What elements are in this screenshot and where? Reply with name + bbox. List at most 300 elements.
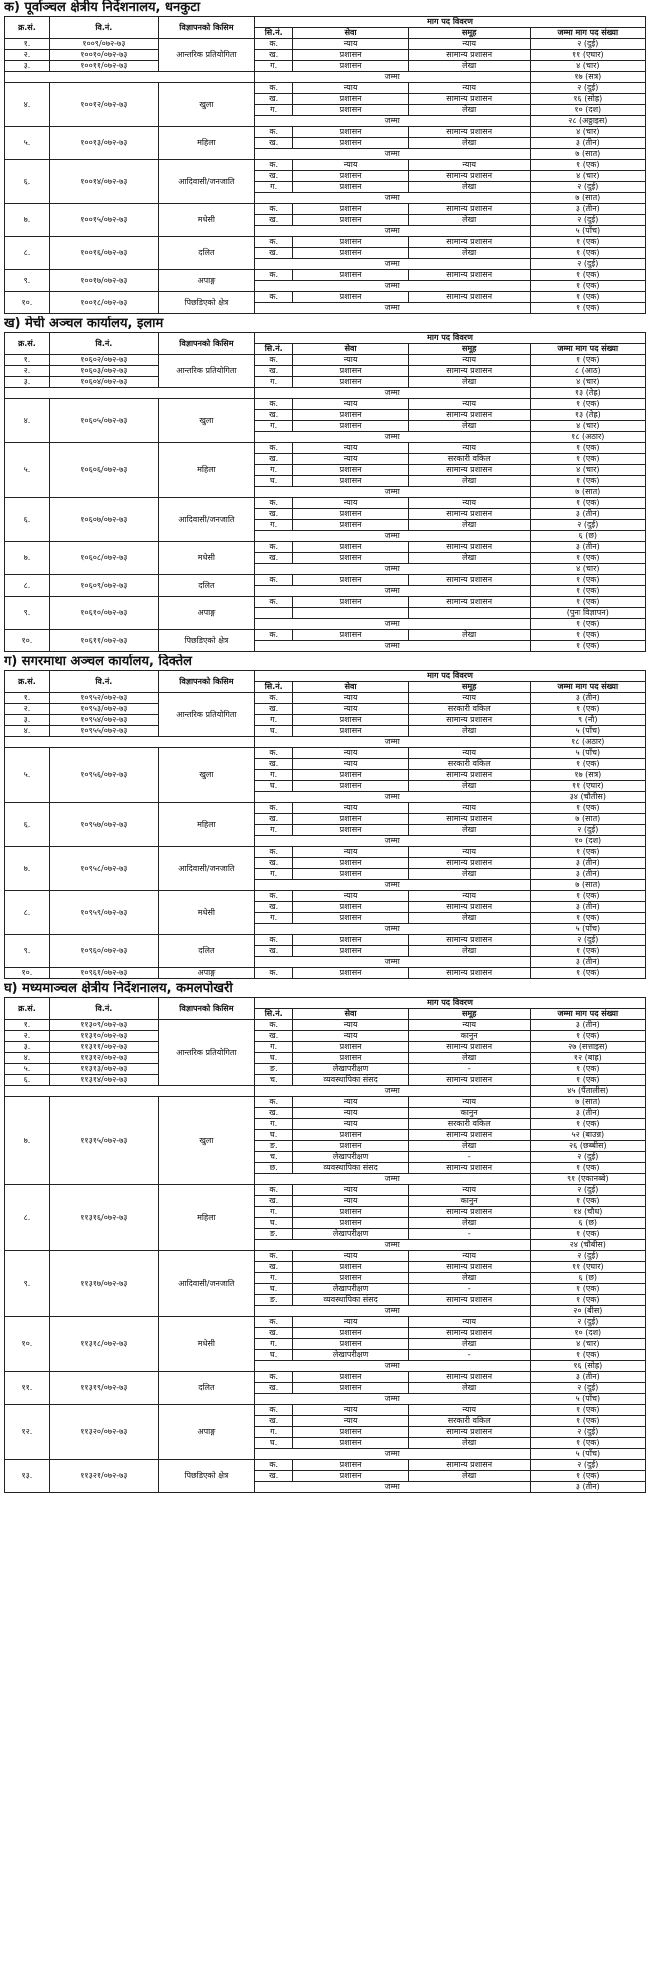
serial-number: २. [5,704,50,715]
post-count: १७ (सत्र) [530,770,645,781]
post-samuha: लेखा [408,421,530,432]
serial-number: १०. [5,630,50,652]
total-value: १६ (सोह्र) [530,1361,645,1372]
total-label: जम्मा [254,487,530,498]
table-row [5,127,646,138]
post-samuha: सामान्य प्रशासन [408,1075,530,1086]
table-row [5,630,646,641]
post-samuha: न्याय [408,1020,530,1031]
post-sino: क. [254,847,292,858]
total-label: जम्मा [254,1086,530,1097]
post-samuha: लेखा [408,520,530,531]
table-row [5,1251,646,1262]
total-label: जम्मा [254,388,530,399]
post-sino: ग. [254,913,292,924]
total-value: २० (बीस) [530,1306,645,1317]
advert-number: १००१५/०७२-७३ [49,204,158,237]
post-samuha: लेखा [408,946,530,957]
table-row [5,160,646,171]
post-samuha: लेखा [408,377,530,388]
advert-number: १०९६१/०७२-७३ [49,968,158,979]
post-samuha: न्याय [408,1405,530,1416]
advert-type: पिछडिएको क्षेत्र [158,292,254,314]
post-samuha: लेखा [408,1383,530,1394]
post-sewa: प्रशासन [293,50,408,61]
advert-type: खुला [158,1097,254,1185]
post-sino: क. [254,630,292,641]
post-samuha: सामान्य प्रशासन [408,575,530,586]
post-sewa [293,608,408,619]
post-count: २ (दुई) [530,83,645,94]
post-sino: ख. [254,553,292,564]
post-count: २ (दुई) [530,1427,645,1438]
post-count: १ (एक) [530,1405,645,1416]
advert-type: आदिवासी/जनजाति [158,847,254,891]
post-sino: ख. [254,410,292,421]
post-count: २६ (छब्बीस) [530,1141,645,1152]
total-label: जम्मा [254,924,530,935]
post-sewa: न्याय [293,1185,408,1196]
post-count: २७ (सत्ताइस) [530,1042,645,1053]
post-samuha: लेखा [408,913,530,924]
table-row [5,542,646,553]
serial-number: १०. [5,1317,50,1372]
header-sewa: सेवा [293,28,408,39]
post-samuha: लेखा [408,1339,530,1350]
post-sewa: न्याय [293,1196,408,1207]
header-vi: वि.नं. [49,671,158,693]
total-value: २८ (अठ्ठाइस) [530,116,645,127]
post-sewa: प्रशासन [293,476,408,487]
header-sino: सि.नं. [254,28,292,39]
post-sewa: न्याय [293,399,408,410]
advert-number: १०९५२/०७२-७३ [49,693,158,704]
table-row [5,1064,646,1075]
advert-number: १०९५८/०७२-७३ [49,847,158,891]
post-samuha: सामान्य प्रशासन [408,1328,530,1339]
post-samuha: लेखा [408,105,530,116]
header-kisim: विज्ञापनको किसिम [158,998,254,1020]
post-count: १ (एक) [530,1416,645,1427]
advert-type: पिछडिएको क्षेत्र [158,630,254,652]
post-samuha: न्याय [408,1317,530,1328]
post-sewa: न्याय [293,704,408,715]
table-row [5,1097,646,1108]
blank-cell [5,388,255,399]
post-samuha: लेखा [408,1273,530,1284]
serial-number: ५. [5,443,50,498]
post-sino: ख. [254,814,292,825]
post-sewa: न्याय [293,498,408,509]
header-sino: सि.नं. [254,344,292,355]
total-label: जम्मा [254,1306,530,1317]
advert-number: १०९५५/०७२-७३ [49,726,158,737]
post-sewa: न्याय [293,847,408,858]
post-count: १६ (सोह्र) [530,94,645,105]
post-count: ३ (तीन) [530,858,645,869]
post-count: २ (दुई) [530,1383,645,1394]
header-sino: सि.नं. [254,682,292,693]
post-sewa: प्रशासन [293,814,408,825]
table-row [5,1031,646,1042]
post-sewa: न्याय [293,355,408,366]
total-label: जम्मा [254,1361,530,1372]
table-row [5,1317,646,1328]
post-count: १ (एक) [530,1196,645,1207]
post-sewa: प्रशासन [293,105,408,116]
post-samuha: कानुन [408,1031,530,1042]
post-sino: घ. [254,781,292,792]
post-sewa: न्याय [293,1097,408,1108]
table-row [5,803,646,814]
post-count: ९ (नौ) [530,715,645,726]
total-label: जम्मा [254,737,530,748]
post-sino: क. [254,270,292,281]
advert-type: खुला [158,399,254,443]
serial-number: १. [5,693,50,704]
post-sewa: प्रशासन [293,726,408,737]
post-sino: ख. [254,858,292,869]
total-value: १ (एक) [530,281,645,292]
serial-number: ४. [5,399,50,443]
post-count: १ (एक) [530,1064,645,1075]
advert-type: पिछडिएको क्षेत्र [158,1460,254,1493]
post-count: ३ (तीन) [530,902,645,913]
post-count: ११ (एघार) [530,1262,645,1273]
post-sino: ख. [254,1108,292,1119]
post-sino: क. [254,1372,292,1383]
serial-number: १. [5,1020,50,1031]
post-sewa: न्याय [293,1031,408,1042]
post-sino: ग. [254,1207,292,1218]
post-sino: ङ. [254,1141,292,1152]
total-label: जम्मा [254,259,530,270]
post-count: २ (दुई) [530,825,645,836]
advert-type: दलित [158,935,254,968]
table-row [5,597,646,608]
header-ks: क्र.सं. [5,17,50,39]
header-jamma-sankhya: जम्मा माग पद संख्या [530,28,645,39]
total-value: ४ (चार) [530,564,645,575]
post-sino: क. [254,237,292,248]
post-sino: क. [254,399,292,410]
post-sino: ङ. [254,1295,292,1306]
post-sino: घ. [254,476,292,487]
total-value: ५ (पाँच) [530,924,645,935]
post-sino: ग. [254,1427,292,1438]
post-sino: ख. [254,215,292,226]
post-samuha: लेखा [408,630,530,641]
total-value: १ (एक) [530,641,645,652]
table-row [5,237,646,248]
advert-type: मधेसी [158,1317,254,1372]
serial-number: ४. [5,726,50,737]
post-count: ६ (छ) [530,1273,645,1284]
post-samuha: सामान्य प्रशासन [408,968,530,979]
post-sino: ख. [254,1262,292,1273]
section-title: ख) मेची अञ्चल कार्यालय, इलाम [4,316,164,331]
serial-number: २. [5,1031,50,1042]
post-count: १ (एक) [530,1229,645,1240]
advert-number: ११३१९/०७२-७३ [49,1372,158,1405]
table-row [5,1053,646,1064]
header-maag: माग पद विवरण [254,671,645,682]
post-sewa: प्रशासन [293,410,408,421]
post-sino [254,608,292,619]
total-label: जम्मा [254,432,530,443]
post-samuha: - [408,1284,530,1295]
post-count: ४ (चार) [530,377,645,388]
post-sino: क. [254,1405,292,1416]
table-row [5,1075,646,1086]
serial-number: ९. [5,597,50,630]
post-samuha: सामान्य प्रशासन [408,814,530,825]
post-count: १ (एक) [530,498,645,509]
post-sewa: लेखापरीक्षण [293,1064,408,1075]
post-sewa: प्रशासन [293,1207,408,1218]
table-row [5,1405,646,1416]
serial-number: ३. [5,61,50,72]
post-sewa: प्रशासन [293,968,408,979]
post-sewa: प्रशासन [293,1042,408,1053]
post-sewa: प्रशासन [293,715,408,726]
blank-cell [5,737,255,748]
post-samuha: न्याय [408,1097,530,1108]
post-sewa: प्रशासन [293,946,408,957]
post-samuha: न्याय [408,443,530,454]
post-count: १ (एक) [530,1163,645,1174]
table-row [5,399,646,410]
post-samuha: सामान्य प्रशासन [408,1262,530,1273]
post-count: १ (एक) [530,1295,645,1306]
post-sino: क. [254,39,292,50]
total-label: जम्मा [254,303,530,314]
post-samuha: सामान्य प्रशासन [408,366,530,377]
post-sino: घ. [254,1218,292,1229]
post-sewa: न्याय [293,39,408,50]
advert-number: १०९५६/०७२-७३ [49,748,158,803]
advert-type: अपाङ्ग [158,270,254,292]
total-value: ३४ (चौतीस) [530,792,645,803]
post-sino: ख. [254,759,292,770]
serial-number: १. [5,355,50,366]
serial-number: २. [5,366,50,377]
table-row [5,935,646,946]
post-sewa: न्याय [293,1251,408,1262]
serial-number: ३. [5,1042,50,1053]
post-sino: क. [254,542,292,553]
post-sewa: प्रशासन [293,1383,408,1394]
post-count: १ (एक) [530,553,645,564]
post-sino: क. [254,292,292,303]
post-count: १० (दश) [530,1328,645,1339]
total-row [5,737,646,748]
post-samuha: न्याय [408,803,530,814]
post-count: ११ (एघार) [530,781,645,792]
post-sino: क. [254,575,292,586]
post-count: १ (एक) [530,399,645,410]
post-sino: घ. [254,1438,292,1449]
serial-number: ८. [5,575,50,597]
post-sino: ख. [254,1471,292,1482]
post-sewa: प्रशासन [293,781,408,792]
total-label: जम्मा [254,72,530,83]
post-count: १ (एक) [530,1031,645,1042]
post-sino: ख. [254,454,292,465]
total-value: १ (एक) [530,586,645,597]
advert-number: ११३१७/०७२-७३ [49,1251,158,1317]
total-label: जम्मा [254,586,530,597]
post-count: १२ (बाह्र) [530,1053,645,1064]
table-row [5,1372,646,1383]
post-sino: ख. [254,248,292,259]
post-sewa: प्रशासन [293,575,408,586]
total-label: जम्मा [254,193,530,204]
post-samuha: सामान्य प्रशासन [408,171,530,182]
post-samuha: लेखा [408,1141,530,1152]
total-value: १८ (अठार) [530,737,645,748]
table-row [5,270,646,281]
post-samuha: सामान्य प्रशासन [408,715,530,726]
post-samuha: सामान्य प्रशासन [408,410,530,421]
advert-type: आदिवासी/जनजाति [158,1251,254,1317]
post-sewa: न्याय [293,1119,408,1130]
post-sewa: प्रशासन [293,1339,408,1350]
post-sewa: प्रशासन [293,509,408,520]
post-count: १ (एक) [530,292,645,303]
header-ks: क्र.सं. [5,671,50,693]
post-count: २ (दुई) [530,1152,645,1163]
post-sewa: प्रशासन [293,542,408,553]
table-row [5,1185,646,1196]
header-samuha: समूह [408,1009,530,1020]
post-samuha: लेखा [408,248,530,259]
post-sino: क. [254,803,292,814]
post-count: ११ (एघार) [530,50,645,61]
post-count: १ (एक) [530,1119,645,1130]
advert-number: १०६०३/०७२-७३ [49,366,158,377]
post-samuha: सामान्य प्रशासन [408,1295,530,1306]
advert-number: १०९५९/०७२-७३ [49,891,158,935]
post-sino: क. [254,968,292,979]
post-count: ३ (तीन) [530,693,645,704]
post-samuha: सरकारी वकिल [408,704,530,715]
post-sino: घ. [254,726,292,737]
post-samuha: लेखा [408,825,530,836]
header-jamma-sankhya: जम्मा माग पद संख्या [530,344,645,355]
total-label: जम्मा [254,226,530,237]
total-row [5,72,646,83]
table-row [5,377,646,388]
post-count: १३ (तेह्र) [530,410,645,421]
table-row [5,726,646,737]
post-samuha: न्याय [408,891,530,902]
vacancy-table [4,332,646,652]
post-samuha: सामान्य प्रशासन [408,1130,530,1141]
post-samuha: सामान्य प्रशासन [408,770,530,781]
table-row [5,847,646,858]
advert-number: १०६०२/०७२-७३ [49,355,158,366]
header-kisim: विज्ञापनको किसिम [158,671,254,693]
header-kisim: विज्ञापनको किसिम [158,17,254,39]
post-count: ८ (आठ) [530,366,645,377]
advert-number: ११३१०/०७२-७३ [49,1031,158,1042]
advert-type: आदिवासी/जनजाति [158,498,254,542]
total-value: ४५ (पैंतालीस) [530,1086,645,1097]
post-count: ५ (पाँच) [530,726,645,737]
post-sino: क. [254,1185,292,1196]
post-sewa: प्रशासन [293,94,408,105]
post-sewa: न्याय [293,160,408,171]
post-sino: ख. [254,94,292,105]
total-row [5,1086,646,1097]
post-sino: ख. [254,1416,292,1427]
post-count: १ (एक) [530,968,645,979]
post-sewa: प्रशासन [293,138,408,149]
serial-number: ९. [5,270,50,292]
post-samuha: लेखा [408,781,530,792]
post-samuha: सरकारी वकिल [408,454,530,465]
total-value: ७ (सात) [530,880,645,891]
blank-cell [5,72,255,83]
post-count: ३ (तीन) [530,509,645,520]
post-count: ३ (तीन) [530,1372,645,1383]
section-title: ग) सगरमाथा अञ्चल कार्यालय, दिक्तेल [4,654,192,669]
post-sewa: प्रशासन [293,1471,408,1482]
post-sewa: न्याय [293,1020,408,1031]
serial-number: १०. [5,292,50,314]
blank-cell [5,1086,255,1097]
post-sino: क. [254,1317,292,1328]
post-sino: ग. [254,61,292,72]
serial-number: ६. [5,498,50,542]
advert-type: आन्तरिक प्रतियोगिता [158,355,254,388]
header-vi: वि.नं. [49,333,158,355]
table-row [5,575,646,586]
table-row [5,61,646,72]
table-row [5,704,646,715]
post-sewa: प्रशासन [293,630,408,641]
header-kisim: विज्ञापनको किसिम [158,333,254,355]
post-samuha: - [408,1229,530,1240]
advert-number: १०६०४/०७२-७३ [49,377,158,388]
post-samuha: न्याय [408,355,530,366]
advert-number: १००१४/०७२-७३ [49,160,158,204]
post-sewa: प्रशासन [293,204,408,215]
post-sino: ग. [254,182,292,193]
post-samuha: सरकारी वकिल [408,1119,530,1130]
header-vi: वि.नं. [49,17,158,39]
post-sino: ग. [254,1042,292,1053]
total-label: जम्मा [254,957,530,968]
total-value: १ (एक) [530,303,645,314]
post-count: १ (एक) [530,803,645,814]
post-sino: ख. [254,366,292,377]
post-sino: ग. [254,520,292,531]
post-sewa: प्रशासन [293,1053,408,1064]
post-sewa: प्रशासन [293,61,408,72]
post-count: ७ (सात) [530,814,645,825]
post-sewa: लेखापरीक्षण [293,1152,408,1163]
post-sewa: प्रशासन [293,1438,408,1449]
post-sino: च. [254,1152,292,1163]
post-samuha: न्याय [408,1185,530,1196]
post-count: १ (एक) [530,454,645,465]
serial-number: ३. [5,715,50,726]
header-maag: माग पद विवरण [254,17,645,28]
post-sino: क. [254,693,292,704]
post-sino: ग. [254,770,292,781]
